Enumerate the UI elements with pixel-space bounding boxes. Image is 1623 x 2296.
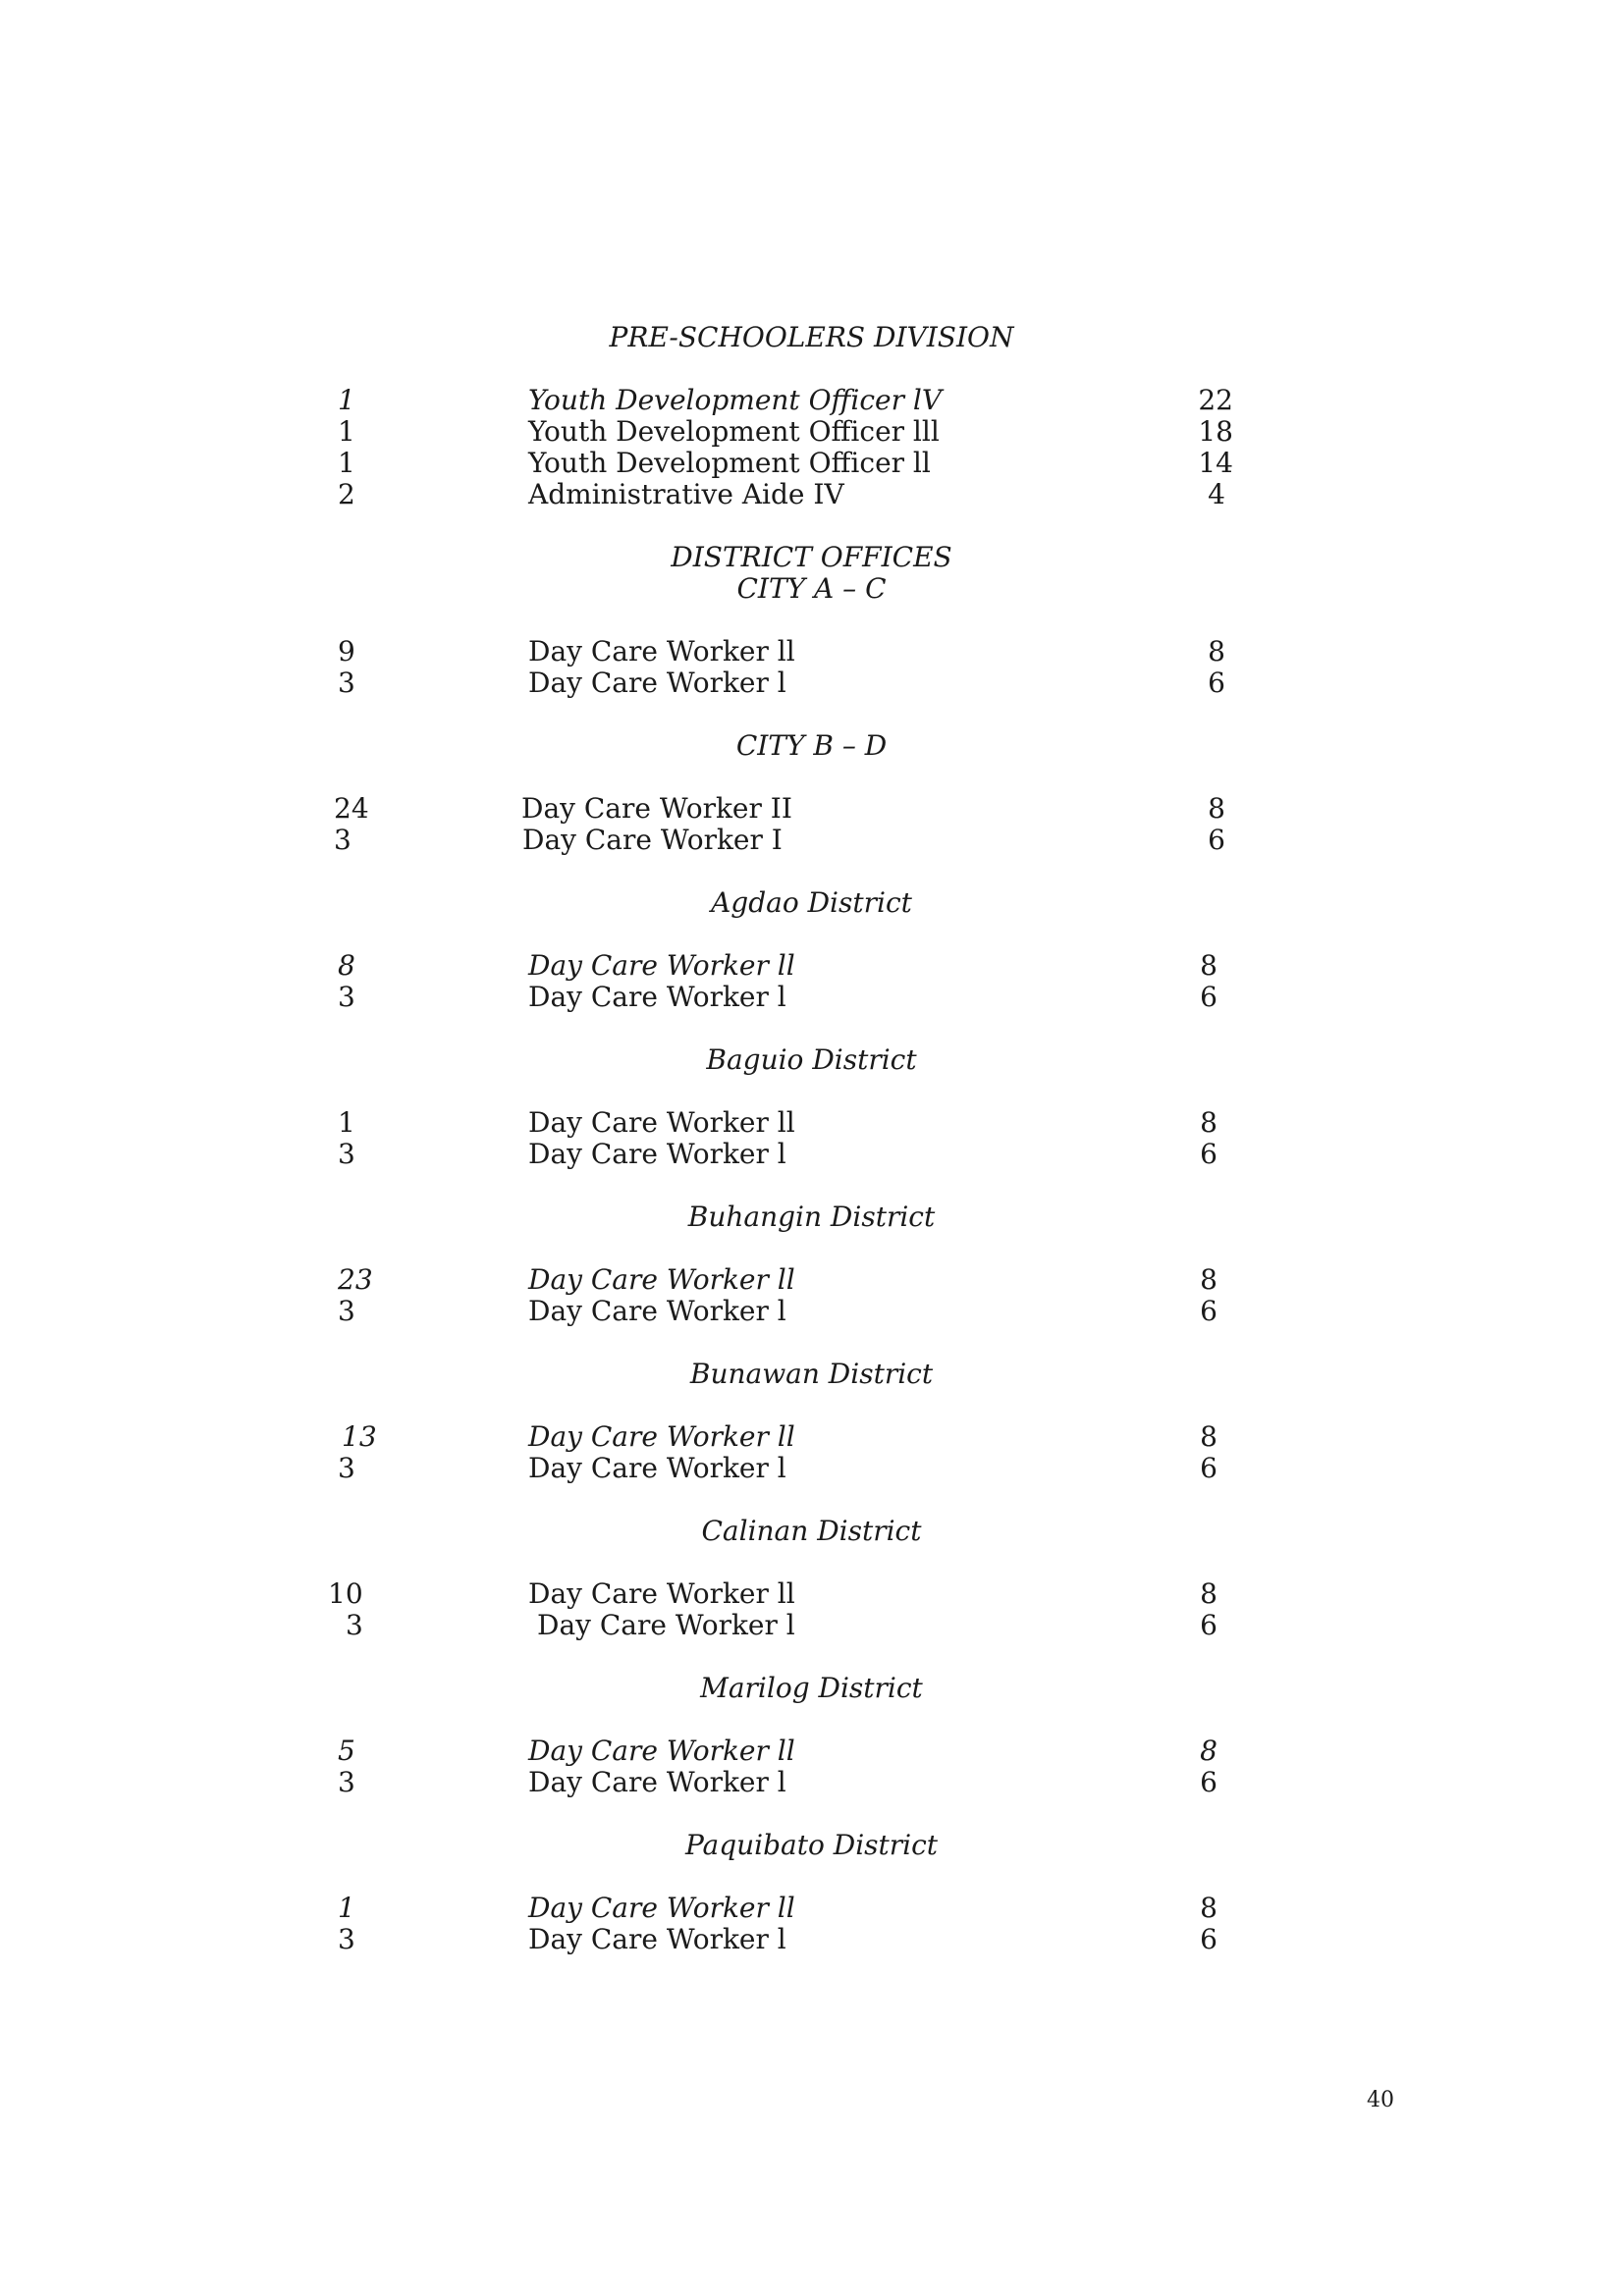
- table-row: [0, 667, 1623, 699]
- row-quantity: 13: [342, 1420, 377, 1453]
- district-heading: Bunawan District: [689, 1358, 934, 1390]
- row-grade: 8: [1200, 1735, 1217, 1767]
- row-grade: 8: [1208, 635, 1225, 667]
- row-position: Youth Development Officer ll: [528, 447, 931, 479]
- table-row: [0, 1578, 1623, 1610]
- table-row: [0, 950, 1623, 982]
- table-row: [0, 636, 1623, 667]
- row-quantity: 3: [338, 1766, 355, 1798]
- table-row: [0, 1107, 1623, 1139]
- row-position: Day Care Worker l: [528, 981, 786, 1013]
- table-row: [0, 416, 1623, 448]
- row-position: Administrative Aide IV: [528, 478, 844, 510]
- table-row: [0, 448, 1623, 479]
- page-number: 40: [1367, 2088, 1394, 2112]
- row-position: Day Care Worker ll: [528, 1106, 795, 1139]
- table-row: [0, 1610, 1623, 1641]
- row-quantity: 3: [338, 1295, 355, 1327]
- row-position: Day Care Worker l: [528, 1295, 786, 1327]
- table-row: [0, 1264, 1623, 1296]
- row-position: Day Care Worker II: [521, 792, 792, 825]
- row-grade: 8: [1208, 792, 1225, 825]
- row-quantity: 23: [338, 1263, 373, 1296]
- row-grade: 6: [1200, 1138, 1217, 1170]
- row-quantity: 9: [338, 635, 355, 667]
- table-row: [0, 479, 1623, 510]
- row-quantity: 5: [338, 1735, 355, 1767]
- row-quantity: 2: [338, 478, 355, 510]
- row-grade: 6: [1200, 1766, 1217, 1798]
- row-grade: 14: [1198, 447, 1233, 479]
- table-row: [0, 1735, 1623, 1767]
- table-row: [0, 1421, 1623, 1453]
- row-position: Day Care Worker ll: [528, 949, 795, 982]
- row-position: Day Care Worker l: [528, 1138, 786, 1170]
- row-position: Day Care Worker ll: [528, 1420, 795, 1453]
- row-quantity: 3: [338, 1923, 355, 1955]
- row-position: Day Care Worker ll: [528, 1892, 795, 1924]
- district-heading: Paquibato District: [684, 1829, 939, 1861]
- row-position: Day Care Worker ll: [528, 1735, 795, 1767]
- table-row: [0, 1767, 1623, 1798]
- row-quantity: 3: [338, 1452, 355, 1484]
- district-heading: Baguio District: [706, 1043, 917, 1076]
- row-grade: 6: [1208, 824, 1225, 856]
- row-quantity: 1: [338, 1892, 355, 1924]
- row-quantity: 1: [338, 384, 355, 416]
- row-quantity: 24: [334, 792, 369, 825]
- row-position: Day Care Worker ll: [528, 635, 795, 667]
- row-quantity: 1: [338, 1106, 355, 1139]
- row-quantity: 3: [346, 1609, 363, 1641]
- row-grade: 8: [1200, 1106, 1217, 1139]
- row-quantity: 3: [338, 1138, 355, 1170]
- row-grade: 8: [1200, 1263, 1217, 1296]
- table-row: [0, 825, 1623, 856]
- row-grade: 8: [1200, 1577, 1217, 1610]
- table-row: [0, 1893, 1623, 1924]
- table-row: [0, 1296, 1623, 1327]
- section-subheading: CITY A – C: [736, 572, 887, 605]
- row-grade: 8: [1200, 1420, 1217, 1453]
- row-grade: 4: [1208, 478, 1225, 510]
- table-row: [0, 1139, 1623, 1170]
- district-heading: Calinan District: [701, 1515, 922, 1547]
- row-grade: 6: [1200, 1295, 1217, 1327]
- district-heading: Buhangin District: [687, 1201, 936, 1233]
- row-position: Day Care Worker I: [522, 824, 783, 856]
- row-grade: 6: [1200, 1609, 1217, 1641]
- row-position: Day Care Worker l: [528, 1766, 786, 1798]
- row-position: Day Care Worker ll: [528, 1263, 795, 1296]
- row-quantity: 10: [328, 1577, 363, 1610]
- row-quantity: 1: [338, 447, 355, 479]
- table-row: [0, 1453, 1623, 1484]
- section-heading: DISTRICT OFFICES: [671, 541, 952, 573]
- row-grade: 8: [1200, 1892, 1217, 1924]
- table-row: [0, 793, 1623, 825]
- row-grade: 6: [1200, 981, 1217, 1013]
- table-row: [0, 982, 1623, 1013]
- row-grade: 6: [1200, 1923, 1217, 1955]
- row-position: Day Care Worker l: [537, 1609, 795, 1641]
- row-quantity: 3: [338, 981, 355, 1013]
- row-position: Youth Development Officer lV: [528, 384, 943, 416]
- row-grade: 6: [1208, 667, 1225, 699]
- section-subheading: CITY B – D: [735, 729, 888, 762]
- table-row: [0, 1924, 1623, 1955]
- row-quantity: 8: [338, 949, 355, 982]
- row-grade: 8: [1200, 949, 1217, 982]
- row-quantity: 1: [338, 415, 355, 448]
- district-heading: Marilog District: [700, 1672, 923, 1704]
- row-grade: 6: [1200, 1452, 1217, 1484]
- row-position: Day Care Worker ll: [528, 1577, 795, 1610]
- row-position: Youth Development Officer lll: [528, 415, 940, 448]
- row-grade: 22: [1198, 384, 1233, 416]
- row-grade: 18: [1198, 415, 1233, 448]
- section-heading: PRE-SCHOOLERS DIVISION: [609, 321, 1014, 353]
- table-row: [0, 385, 1623, 416]
- row-position: Day Care Worker l: [528, 1923, 786, 1955]
- row-position: Day Care Worker l: [528, 667, 786, 699]
- row-quantity: 3: [334, 824, 352, 856]
- district-heading: Agdao District: [711, 886, 912, 919]
- row-position: Day Care Worker l: [528, 1452, 786, 1484]
- row-quantity: 3: [338, 667, 355, 699]
